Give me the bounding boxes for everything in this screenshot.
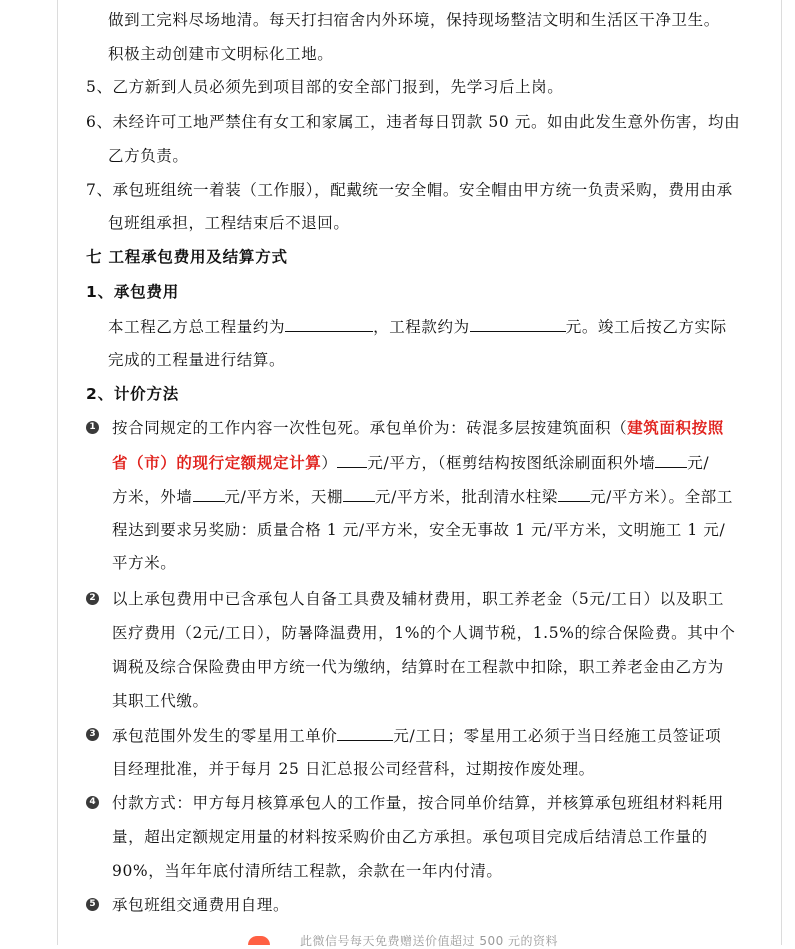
- item-2-line: 调税及综合保险费由甲方统一代为缴纳，结算时在工程款中扣除，职工养老金由乙方为: [112, 658, 724, 676]
- highlight-text: 建筑面积按照: [627, 419, 724, 437]
- item-5-line: 承包班组交通费用自理。: [112, 896, 290, 914]
- item-text: 元/平方，（框剪结构按图纸涂刷面积外墙: [367, 454, 656, 472]
- clause-6: 6、未经许可工地严禁住有女工和家属工，违者每日罚款 50 元。如由此发生意外伤害，均由: [86, 113, 741, 131]
- text-line: 做到工完料尽场地清。每天打扫宿舍内外环境，保持现场整洁文明和生活区干净卫生。: [108, 11, 720, 29]
- item-text: 元/: [687, 454, 710, 472]
- blank-total-quantity: [285, 316, 373, 332]
- circled-number-icon: 4: [86, 796, 99, 809]
- clause-6-cont: 乙方负责。: [108, 147, 189, 165]
- item-4-line: 量，超出定额规定用量的材料按采购价由乙方承担。承包项目完成后结清总工作量的: [112, 828, 708, 846]
- item-text: 方米，外墙: [112, 488, 193, 506]
- item-1-line: [112, 418, 724, 438]
- clause-7-cont: 包班组承担，工程结束后不退回。: [108, 214, 350, 232]
- item-text: 按合同规定的工作内容一次性包死。承包单价为：砖混多层按建筑面积（: [112, 419, 628, 437]
- subsection-heading: 1、承包费用: [86, 283, 180, 301]
- circled-number-icon: 2: [86, 592, 99, 605]
- text-line: 积极主动创建市文明标化工地。: [108, 45, 334, 63]
- blank-beam-price: [558, 486, 590, 502]
- blank-odd-job-price: [337, 725, 393, 741]
- item-text: 元/平方米，批刮清水柱梁: [375, 488, 558, 506]
- blank-total-amount: [470, 316, 566, 332]
- item-text: ）: [321, 454, 338, 472]
- blank-exterior2-price: [193, 486, 225, 502]
- fee-text: 元。竣工后按乙方实际: [565, 318, 727, 336]
- item-1-line: 平方米。: [112, 554, 177, 572]
- item-1-line: [112, 486, 733, 507]
- blank-unit-price: [337, 452, 367, 468]
- circled-number-icon: 5: [86, 898, 99, 911]
- clause-7: 7、承包班组统一着装（工作服），配戴统一安全帽。安全帽由甲方统一负责采购，费用由承: [86, 181, 733, 199]
- item-3-line: 目经理批准，并于每月 25 日汇总报公司经营科，过期按作废处理。: [112, 760, 595, 778]
- fee-paragraph-line: 完成的工程量进行结算。: [108, 351, 286, 369]
- circled-number-icon: 1: [86, 421, 99, 434]
- item-4-line: 90%，当年年底付清所结工程款，余款在一年内付清。: [112, 862, 503, 880]
- footer-watermark: 此微信号每天免费赠送价值超过 500 元的资料: [300, 934, 559, 948]
- item-2-line: 其职工代缴。: [112, 692, 209, 710]
- item-2-line: 以上承包费用中已含承包人自备工具费及辅材费用，职工养老金（5元/工日）以及职工: [112, 590, 724, 608]
- margin-guide-right: [781, 0, 782, 945]
- blank-ceiling-price: [343, 486, 375, 502]
- clause-5: 5、乙方新到人员必须先到项目部的安全部门报到，先学习后上岗。: [86, 78, 564, 96]
- fee-text: 本工程乙方总工程量约为: [108, 318, 286, 336]
- item-text: 承包范围外发生的零星用工单价: [112, 727, 338, 745]
- item-3-line: [112, 725, 721, 746]
- margin-guide-left: [57, 0, 58, 945]
- fee-paragraph-line: [108, 316, 727, 337]
- item-4-line: 付款方式：甲方每月核算承包人的工作量，按合同单价结算，并核算承包班组材料耗用: [112, 794, 724, 812]
- item-text: 元/平方米，天棚: [224, 488, 344, 506]
- fee-text: ，工程款约为: [373, 318, 470, 336]
- section-heading: 七 工程承包费用及结算方式: [86, 248, 288, 266]
- subsection-heading: 2、计价方法: [86, 385, 180, 403]
- logo-fragment-icon: [248, 936, 270, 945]
- item-2-line: 医疗费用（2元/工日），防暑降温费用，1%的个人调节税，1.5%的综合保险费。其中个: [112, 624, 736, 642]
- item-text: 元/平方米）。全部工: [589, 488, 733, 506]
- item-1-line: 程达到要求另奖励：质量合格 1 元/平方米，安全无事故 1 元/平方米，文明施工 1 元/: [112, 521, 726, 539]
- circled-number-icon: 3: [86, 728, 99, 741]
- item-text: 元/工日；零星用工必须于当日经施工员签证项: [393, 727, 722, 745]
- blank-exterior-price: [655, 452, 687, 468]
- highlight-text: 省（市）的现行定额规定计算: [112, 454, 322, 472]
- item-1-line: [112, 452, 709, 473]
